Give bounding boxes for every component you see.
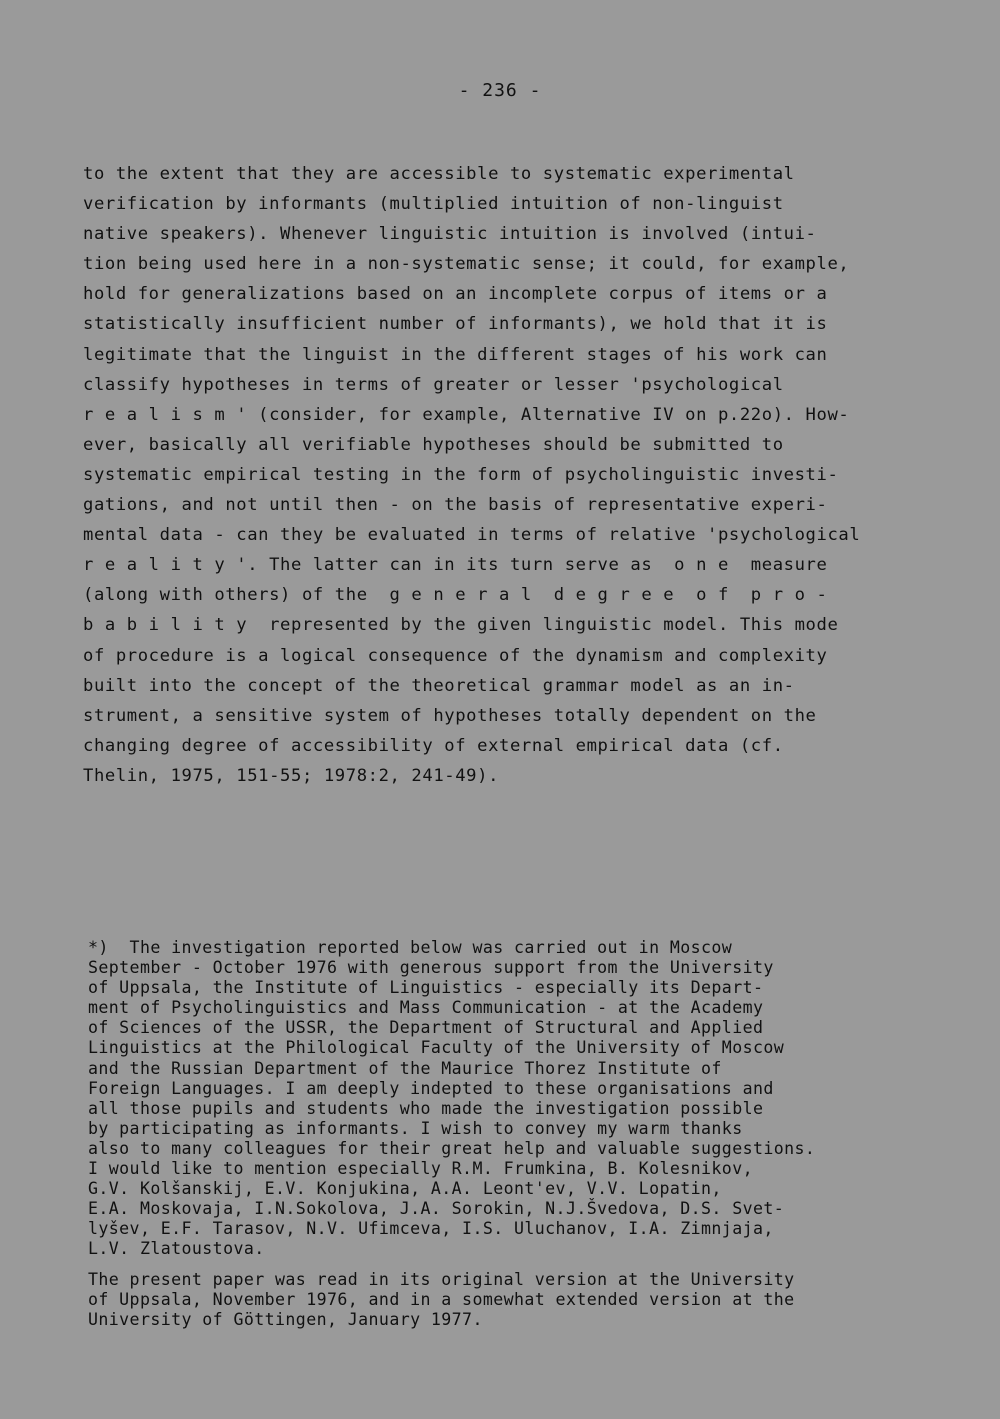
text-line: ever, basically all verifiable hypotheses should be submitted to: [83, 434, 784, 455]
footnote-line: also to many colleagues for their great help and valuable suggestions.: [88, 1138, 816, 1158]
text-line: hold for generalizations based on an incomplete corpus of items or a: [83, 284, 828, 305]
text-line: mental data - can they be evaluated in terms of relative 'psychological: [83, 525, 861, 546]
text-line: of procedure is a logical consequence of the dynamism and complexity: [83, 645, 828, 666]
text-line: r e a l i s m ' (consider, for example, Alternative IV on p.22o). How-: [83, 404, 850, 425]
text-line: Thelin, 1975, 151-55; 1978:2, 241-49).: [83, 765, 500, 786]
page-number: - 236 -: [458, 80, 542, 101]
footnote-line: of Uppsala, the Institute of Linguistics - especially its Depart-: [88, 978, 764, 998]
footnote-line: Foreign Languages. I am deeply indepted to these organisations and: [88, 1078, 774, 1098]
text-line: statistically insufficient number of informants), we hold that it is: [83, 314, 828, 335]
text-line: gations, and not until then - on the basis of representative experi-: [83, 495, 828, 516]
footnote-gap: [88, 1260, 948, 1270]
footnote-closing-line: of Uppsala, November 1976, and in a somewhat extended version at the: [88, 1289, 795, 1309]
text-line: changing degree of accessibility of external empirical data (cf.: [83, 735, 784, 756]
text-line: systematic empirical testing in the form of psycholinguistic investi-: [83, 464, 839, 485]
text-line: native speakers). Whenever linguistic intuition is involved (intui-: [83, 224, 817, 245]
footnote-line: I would like to mention especially R.M. Frumkina, B. Kolesnikov,: [88, 1159, 753, 1179]
text-line: legitimate that the linguist in the different stages of his work can: [83, 344, 828, 365]
footnote-line: and the Russian Department of the Maurice Thorez Institute of: [88, 1058, 722, 1078]
footnote-line: lyšev, E.F. Tarasov, N.V. Ufimceva, I.S. Uluchanov, I.A. Zimnjaja,: [88, 1219, 774, 1239]
footnote-line: ment of Psycholinguistics and Mass Communication - at the Academy: [88, 998, 764, 1018]
footnote-line: of Sciences of the USSR, the Department of Structural and Applied: [88, 1018, 764, 1038]
footnote-line: September - October 1976 with generous support from the University: [88, 958, 774, 978]
text-line: strument, a sensitive system of hypotheses totally dependent on the: [83, 705, 817, 726]
text-line: classify hypotheses in terms of greater or lesser 'psychological: [83, 374, 784, 395]
footnote-closing-line: University of Göttingen, January 1977.: [88, 1309, 483, 1329]
footnote: [88, 938, 948, 1330]
footnote-line: L.V. Zlatoustova.: [88, 1239, 265, 1259]
main-text: [83, 159, 943, 791]
text-line: (along with others) of the g e n e r a l d e g r e e o f p r o -: [83, 585, 828, 606]
footnote-line: by participating as informants. I wish to convey my warm thanks: [88, 1118, 743, 1138]
footnote-line: all those pupils and students who made the investigation possible: [88, 1098, 764, 1118]
text-line: verification by informants (multiplied intuition of non-linguist: [83, 194, 784, 215]
text-line: to the extent that they are accessible to systematic experimental: [83, 164, 795, 184]
footnote-closing-line: The present paper was read in its original version at the University: [88, 1269, 795, 1289]
footnote-line: *) The investigation reported below was carried out in Moscow: [88, 938, 733, 957]
footnote-line: Linguistics at the Philological Faculty of the University of Moscow: [88, 1038, 785, 1058]
text-line: b a b i l i t y represented by the given linguistic model. This mode: [83, 615, 839, 636]
footnote-line: E.A. Moskovaja, I.N.Sokolova, J.A. Sorokin, N.J.Švedova, D.S. Svet-: [88, 1199, 785, 1219]
text-line: r e a l i t y '. The latter can in its turn serve as o n e measure: [83, 555, 828, 576]
text-line: built into the concept of the theoretical grammar model as an in-: [83, 675, 795, 696]
text-line: tion being used here in a non-systematic sense; it could, for example,: [83, 254, 850, 275]
footnote-line: G.V. Kolšanskij, E.V. Konjukina, A.A. Leont'ev, V.V. Lopatin,: [88, 1179, 722, 1199]
